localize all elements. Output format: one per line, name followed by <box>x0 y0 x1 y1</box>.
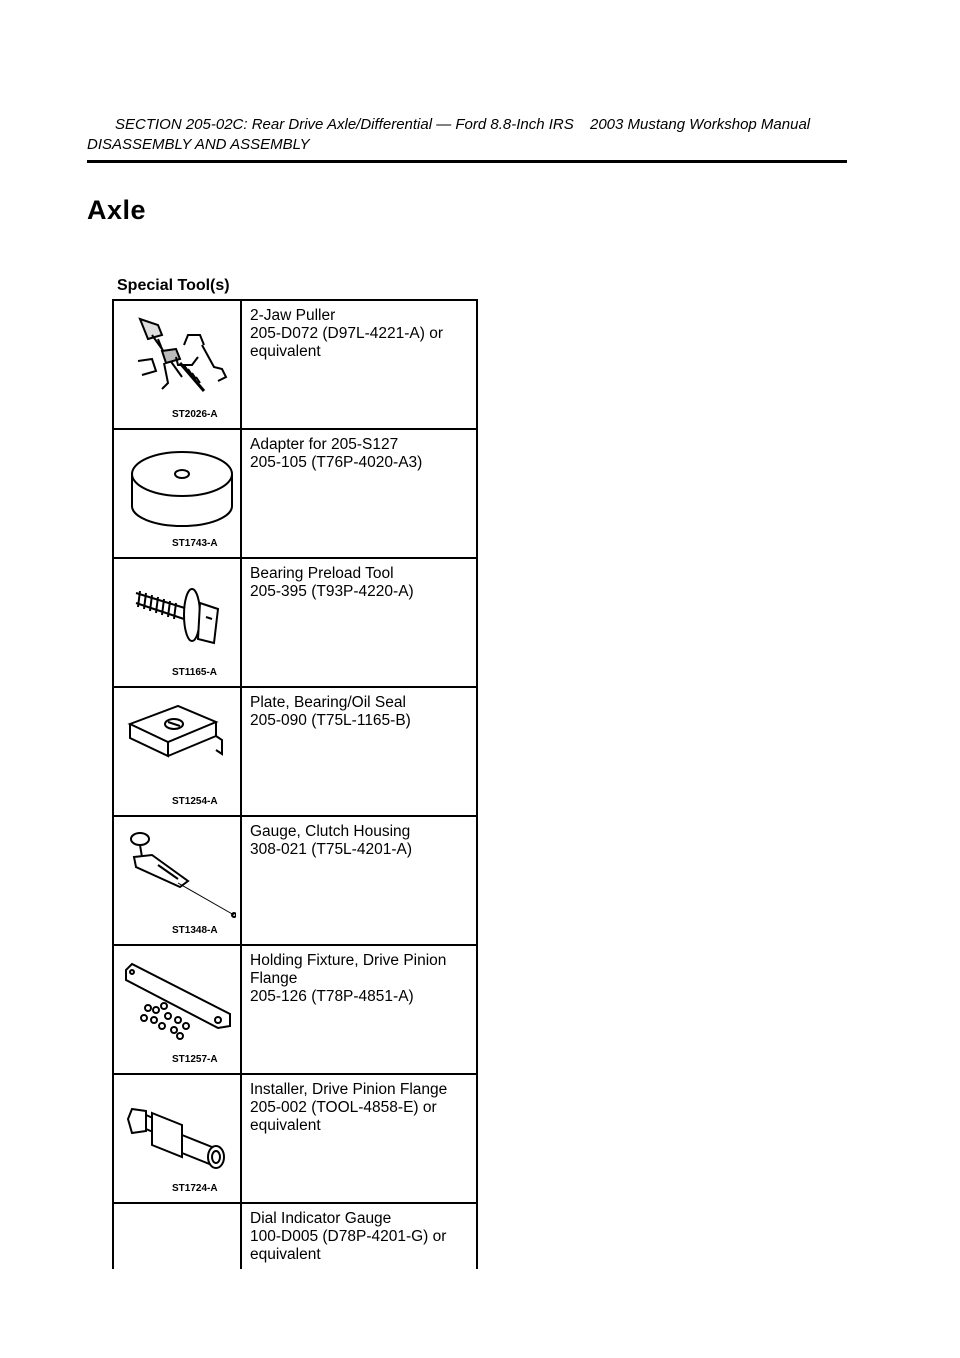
tool-image-code: ST1743-A <box>172 538 218 549</box>
tool-line: Installer, Drive Pinion Flange <box>250 1081 448 1098</box>
tool-image-cell <box>114 1204 242 1269</box>
tool-line: equivalent <box>250 1117 321 1134</box>
tool-line: Holding Fixture, Drive Pinion <box>250 952 447 969</box>
tool-image-cell <box>114 946 242 1073</box>
tool-image-code: ST1257-A <box>172 1054 218 1065</box>
tool-image-code: ST1165-A <box>172 667 218 678</box>
tool-description <box>250 436 472 472</box>
tool-description <box>250 565 472 601</box>
tool-line: Dial Indicator Gauge <box>250 1210 392 1227</box>
tool-image-cell <box>114 688 242 815</box>
tool-row <box>114 430 476 559</box>
tool-line: Bearing Preload Tool <box>250 565 394 582</box>
header-subsection: DISASSEMBLY AND ASSEMBLY <box>87 136 310 153</box>
tool-line: 2-Jaw Puller <box>250 307 336 324</box>
tool-image-code: ST1254-A <box>172 796 218 807</box>
tool-image-code: ST1348-A <box>172 925 218 936</box>
tool-image-code: ST2026-A <box>172 409 218 420</box>
tool-description <box>250 823 472 859</box>
tool-image-cell <box>114 430 242 557</box>
tool-row <box>114 1075 476 1204</box>
tool-description <box>250 694 472 730</box>
tool-line: 205-395 (T93P-4220-A) <box>250 583 414 600</box>
tool-line: 308-021 (T75L-4201-A) <box>250 841 412 858</box>
holding-fixture-icon <box>118 950 236 1068</box>
tool-line: 205-090 (T75L-1165-B) <box>250 712 411 729</box>
tool-line: Adapter for 205-S127 <box>250 436 399 453</box>
tool-row <box>114 946 476 1075</box>
tool-line: 205-105 (T76P-4020-A3) <box>250 454 423 471</box>
tool-image-cell <box>114 301 242 428</box>
tool-image-code: ST1724-A <box>172 1183 218 1194</box>
tool-description <box>250 1210 472 1264</box>
header-manual: 2003 Mustang Workshop Manual <box>590 116 811 133</box>
tool-line: Plate, Bearing/Oil Seal <box>250 694 406 711</box>
tool-line: 205-002 (TOOL-4858-E) or <box>250 1099 437 1116</box>
tool-line: 205-126 (T78P-4851-A) <box>250 988 414 1005</box>
header-rule <box>87 160 847 163</box>
tool-line: equivalent <box>250 343 321 360</box>
jaw-puller-icon <box>118 305 236 423</box>
clutch-gauge-icon <box>118 821 236 939</box>
tool-row <box>114 559 476 688</box>
table-caption: Special Tool(s) <box>117 277 230 294</box>
tool-description <box>250 952 472 1006</box>
tool-image-cell <box>114 1075 242 1202</box>
tool-image-cell <box>114 559 242 686</box>
tool-line: Gauge, Clutch Housing <box>250 823 411 840</box>
installer-icon <box>118 1079 236 1197</box>
tool-description <box>250 307 472 361</box>
adapter-icon <box>118 434 236 552</box>
tool-line: 205-D072 (D97L-4221-A) or <box>250 325 443 342</box>
tool-row <box>114 301 476 430</box>
tool-row <box>114 1204 476 1269</box>
tool-description <box>250 1081 472 1135</box>
tool-line: equivalent <box>250 1246 321 1263</box>
tool-row <box>114 817 476 946</box>
header-section: SECTION 205-02C: Rear Drive Axle/Differential — Ford 8.8-Inch IRS <box>115 116 574 133</box>
seal-plate-icon <box>118 692 236 810</box>
tool-line: 100-D005 (D78P-4201-G) or <box>250 1228 447 1245</box>
page-title: Axle <box>87 195 147 225</box>
tool-row <box>114 688 476 817</box>
preload-tool-icon <box>118 563 236 681</box>
special-tools-table <box>112 299 478 1269</box>
tool-image-cell <box>114 817 242 944</box>
tool-line: Flange <box>250 970 298 987</box>
